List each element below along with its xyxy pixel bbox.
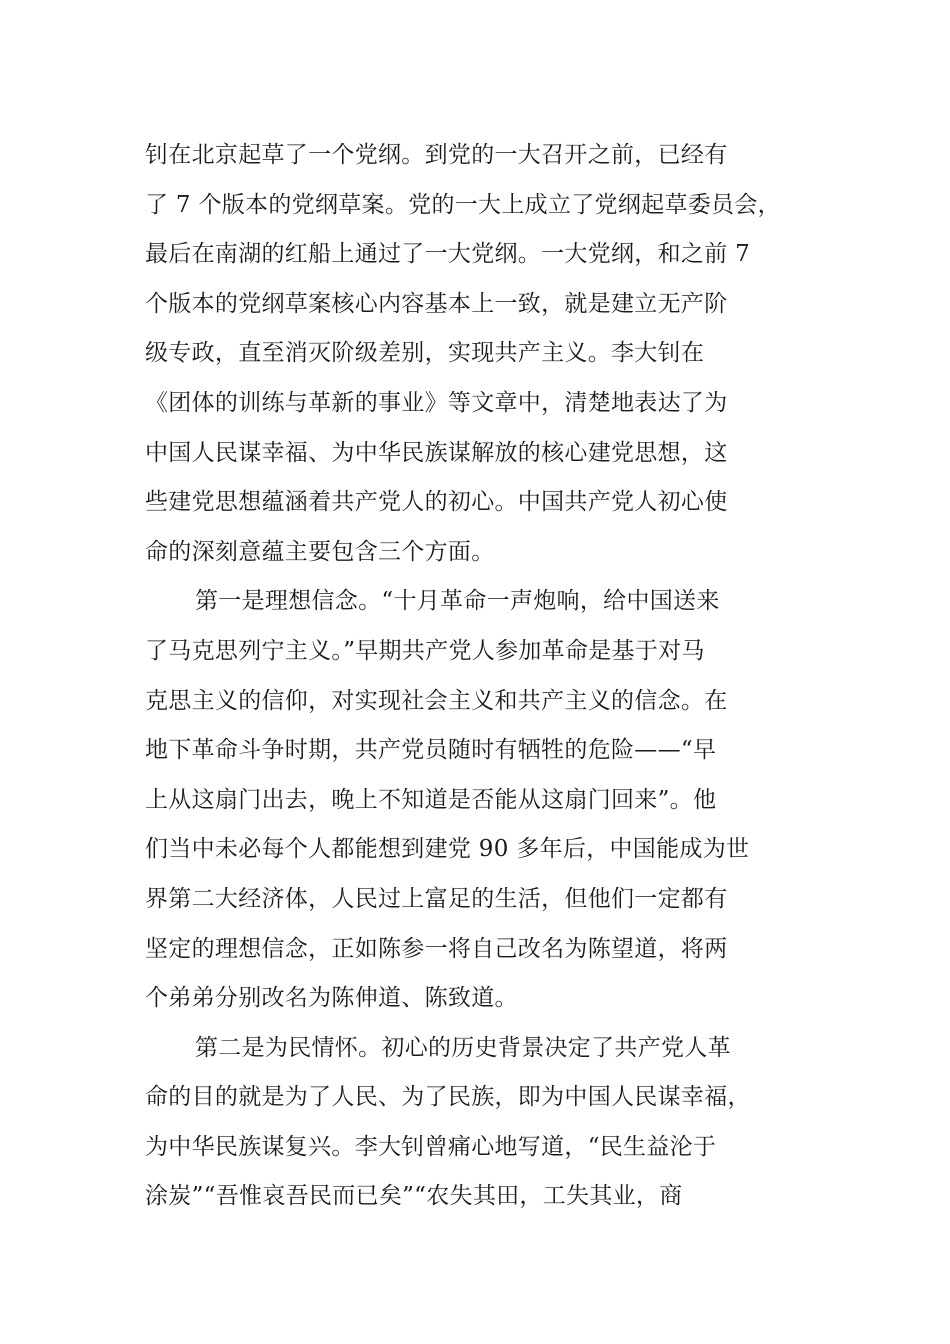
text-line: 了马克思列宁主义。”早期共产党人参加革命是基于对马 <box>145 637 705 664</box>
text-line: 们当中未必每个人都能想到建党 90 多年后，中国能成为世 <box>145 836 750 863</box>
text-line: 上从这扇门出去，晚上不知道是否能从这扇门回来”。他 <box>145 786 717 813</box>
text-line: 中国人民谋幸福、为中华民族谋解放的核心建党思想，这 <box>145 439 728 466</box>
text-line: 地下革命斗争时期，共产党员随时有牺牲的危险——“早 <box>145 737 717 764</box>
text-line: 《团体的训练与革新的事业》等文章中，清楚地表达了为 <box>145 389 728 416</box>
text-line: 了 7 个版本的党纲草案。党的一大上成立了党纲起草委员会， <box>145 191 781 218</box>
paragraph-first-line: 第一是理想信念。“十月革命一声炮响，给中国送来 <box>195 588 720 615</box>
text-line: 为中华民族谋复兴。李大钊曾痛心地写道，“民生益沦于 <box>145 1133 717 1160</box>
text-line: 最后在南湖的红船上通过了一大党纲。一大党纲，和之前 7 <box>145 241 751 268</box>
text-line: 个版本的党纲草案核心内容基本上一致，就是建立无产阶 <box>145 290 728 317</box>
text-line: 命的深刻意蕴主要包含三个方面。 <box>145 538 495 565</box>
body-text <box>145 131 825 1222</box>
text-line: 克思主义的信仰，对实现社会主义和共产主义的信念。在 <box>145 687 728 714</box>
text-line: 个弟弟分别改名为陈伸道、陈致道。 <box>145 985 518 1012</box>
text-line: 涂炭”“吾惟哀吾民而已矣”“农失其田，工失其业，商 <box>145 1183 683 1210</box>
text-line: 界第二大经济体，人民过上富足的生活，但他们一定都有 <box>145 885 728 912</box>
text-line: 命的目的就是为了人民、为了民族，即为中国人民谋幸福， <box>145 1084 751 1111</box>
text-line: 级专政，直至消灭阶级差别，实现共产主义。李大钊在 <box>145 340 705 367</box>
text-line: 些建党思想蕴涵着共产党人的初心。中国共产党人初心使 <box>145 489 728 516</box>
paragraph-first-line: 第二是为民情怀。初心的历史背景决定了共产党人革 <box>195 1034 731 1061</box>
text-line: 坚定的理想信念，正如陈参一将自己改名为陈望道，将两 <box>145 935 728 962</box>
text-line: 钊在北京起草了一个党纲。到党的一大召开之前，已经有 <box>145 142 728 168</box>
